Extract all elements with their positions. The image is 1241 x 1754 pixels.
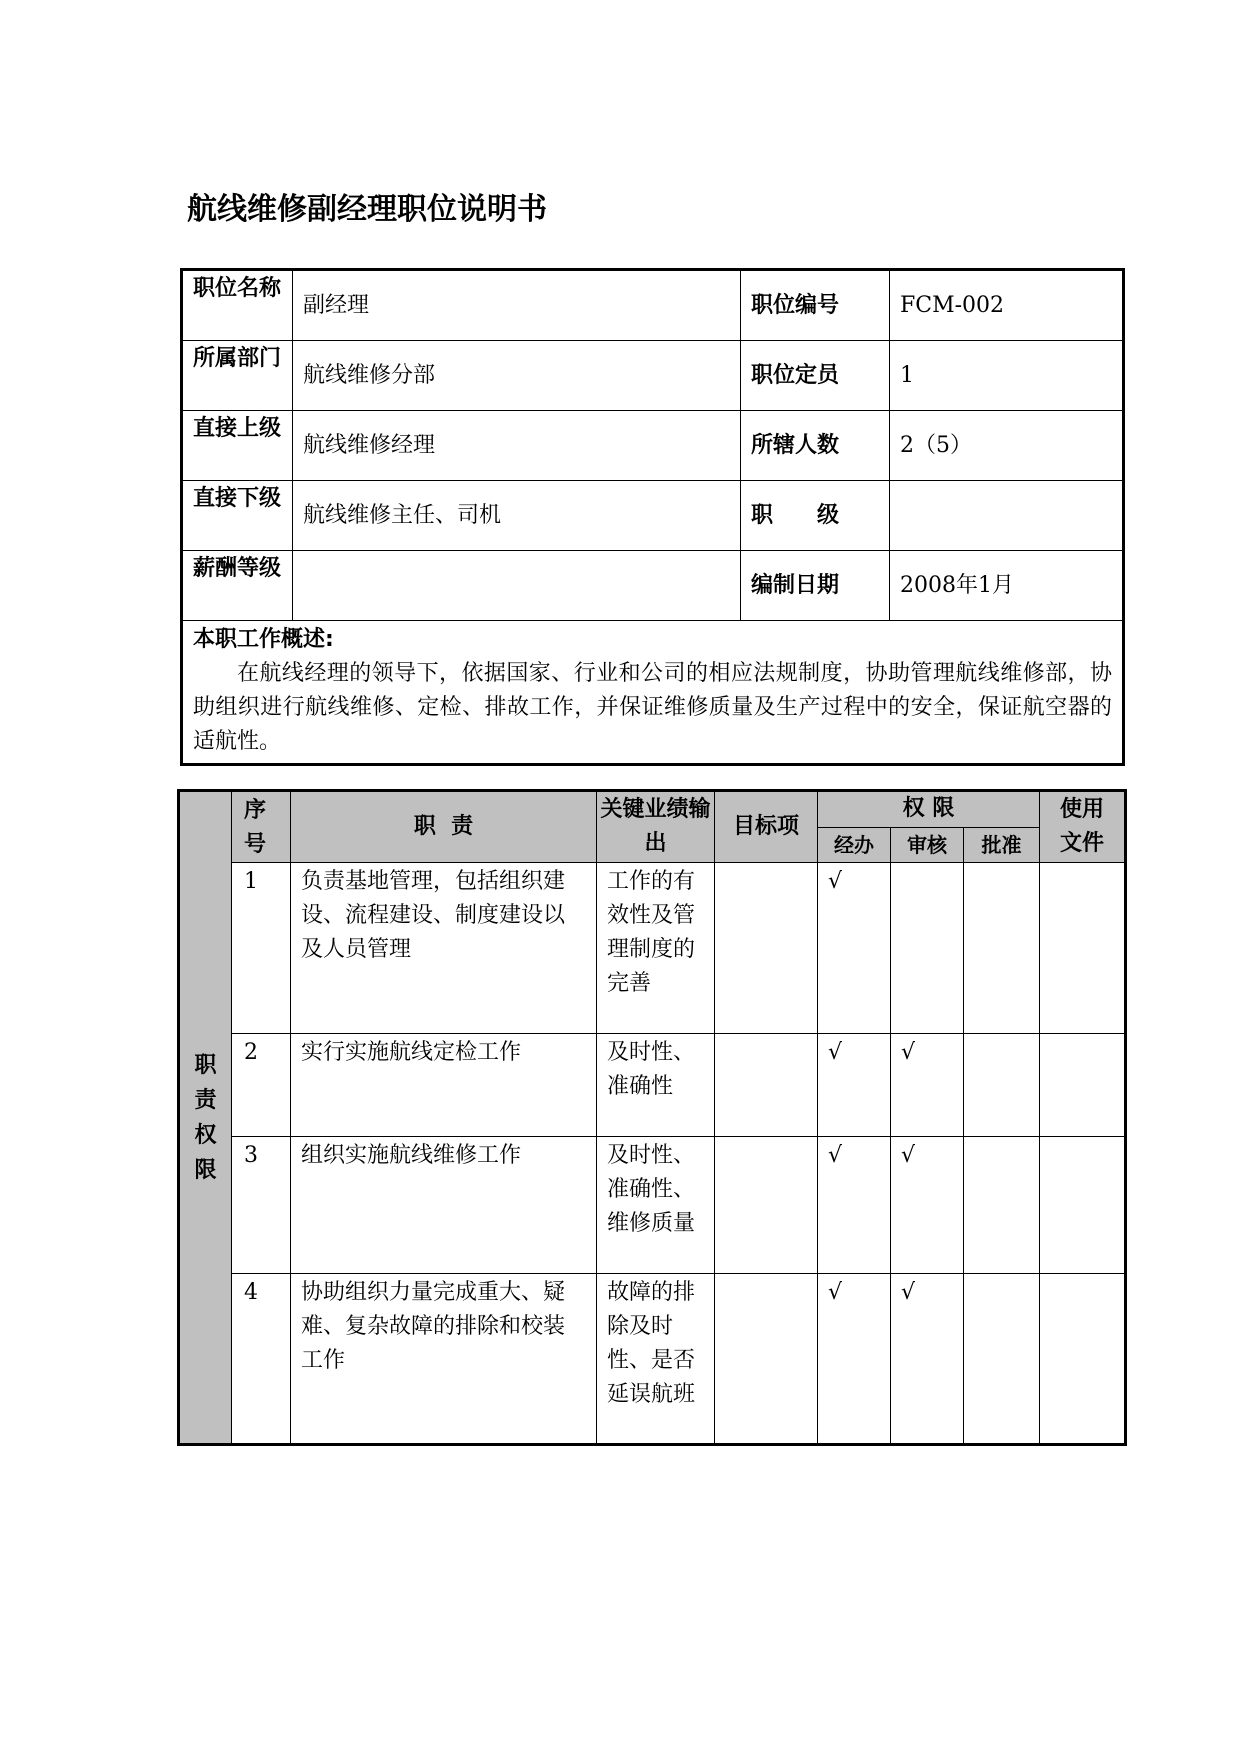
handle-header: 经办 xyxy=(818,827,891,863)
row-target xyxy=(715,863,818,1034)
row-target xyxy=(715,1137,818,1274)
table-row xyxy=(182,551,1124,621)
date-value: 2008年1月 xyxy=(890,551,1124,621)
page-title: 航线维修副经理职位说明书 xyxy=(187,192,547,227)
row-handle-check: √ xyxy=(818,863,891,1034)
headcount-label: 职位定员 xyxy=(741,341,890,411)
row-handle-check: √ xyxy=(818,1274,891,1445)
table-row xyxy=(182,481,1124,551)
position-code-value: FCM-002 xyxy=(890,270,1124,341)
position-info-table xyxy=(180,268,1125,766)
summary-text: 在航线经理的领导下，依据国家、行业和公司的相应法规制度，协助管理航线维修部，协助组织进行航线维修、定检、排故工作，并保证维修质量及生产过程中的安全，保证航空器的适航性。 xyxy=(193,661,1112,754)
row-kpi: 故障的排除及时性、是否延误航班 xyxy=(597,1274,715,1445)
row-duty: 组织实施航线维修工作 xyxy=(291,1137,597,1274)
table-row xyxy=(182,621,1124,765)
row-target xyxy=(715,1274,818,1445)
row-target xyxy=(715,1034,818,1137)
seq-header: 序号 xyxy=(232,791,291,863)
summary-title: 本职工作概述: xyxy=(193,627,334,652)
department-label: 所属部门 xyxy=(182,341,293,411)
target-header: 目标项 xyxy=(715,791,818,863)
row-seq: 3 xyxy=(232,1137,291,1274)
row-handle-check: √ xyxy=(818,1034,891,1137)
row-approve-check xyxy=(964,1137,1040,1274)
row-kpi: 及时性、准确性 xyxy=(597,1034,715,1137)
position-name-value: 副经理 xyxy=(293,270,741,341)
row-duty: 实行实施航线定检工作 xyxy=(291,1034,597,1137)
row-review-check: √ xyxy=(891,1034,964,1137)
row-docs xyxy=(1040,1274,1126,1445)
salary-value xyxy=(293,551,741,621)
review-header: 审核 xyxy=(891,827,964,863)
table-row xyxy=(182,411,1124,481)
row-handle-check: √ xyxy=(818,1137,891,1274)
duties-side-label: 职责权限 xyxy=(179,791,232,1445)
table-row xyxy=(182,341,1124,411)
row-docs xyxy=(1040,863,1126,1034)
duty-header: 职 责 xyxy=(291,791,597,863)
row-duty: 负责基地管理，包括组织建设、流程建设、制度建设以及人员管理 xyxy=(291,863,597,1034)
superior-label: 直接上级 xyxy=(182,411,293,481)
date-label: 编制日期 xyxy=(741,551,890,621)
row-kpi: 及时性、准确性、维修质量 xyxy=(597,1137,715,1274)
grade-value xyxy=(890,481,1124,551)
subordinate-value: 航线维修主任、司机 xyxy=(293,481,741,551)
row-seq: 2 xyxy=(232,1034,291,1137)
docs-header: 使用文件 xyxy=(1040,791,1126,863)
subordinates-count-label: 所辖人数 xyxy=(741,411,890,481)
row-review-check: √ xyxy=(891,1274,964,1445)
row-seq: 1 xyxy=(232,863,291,1034)
authority-header: 权 限 xyxy=(818,791,1040,828)
position-name-label: 职位名称 xyxy=(182,270,293,341)
table-row xyxy=(179,863,1126,1034)
row-docs xyxy=(1040,1034,1126,1137)
row-review-check: √ xyxy=(891,1137,964,1274)
row-approve-check xyxy=(964,1274,1040,1445)
row-duty: 协助组织力量完成重大、疑难、复杂故障的排除和校装工作 xyxy=(291,1274,597,1445)
approve-header: 批准 xyxy=(964,827,1040,863)
salary-label: 薪酬等级 xyxy=(182,551,293,621)
grade-label: 职 级 xyxy=(741,481,890,551)
position-code-label: 职位编号 xyxy=(741,270,890,341)
row-approve-check xyxy=(964,863,1040,1034)
row-docs xyxy=(1040,1137,1126,1274)
kpi-header: 关键业绩输出 xyxy=(597,791,715,863)
table-row xyxy=(182,270,1124,341)
summary-cell xyxy=(182,621,1124,765)
table-row xyxy=(179,1274,1126,1445)
department-value: 航线维修分部 xyxy=(293,341,741,411)
subordinate-label: 直接下级 xyxy=(182,481,293,551)
row-approve-check xyxy=(964,1034,1040,1137)
table-header-row xyxy=(179,791,1126,828)
superior-value: 航线维修经理 xyxy=(293,411,741,481)
table-row xyxy=(179,1137,1126,1274)
table-row xyxy=(179,1034,1126,1137)
duties-table xyxy=(177,789,1127,1446)
subordinates-count-value: 2（5） xyxy=(890,411,1124,481)
row-kpi: 工作的有效性及管理制度的完善 xyxy=(597,863,715,1034)
headcount-value: 1 xyxy=(890,341,1124,411)
row-review-check xyxy=(891,863,964,1034)
row-seq: 4 xyxy=(232,1274,291,1445)
